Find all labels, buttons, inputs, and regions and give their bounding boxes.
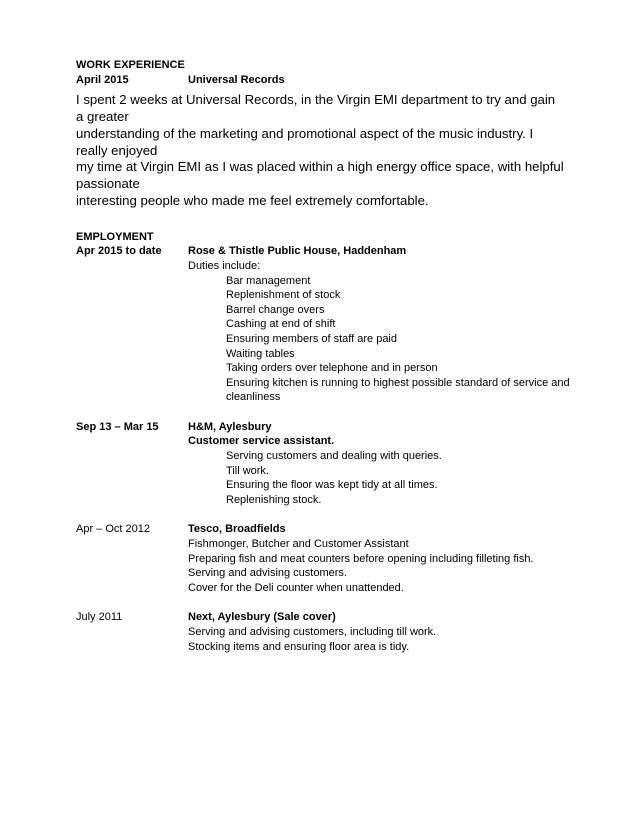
duty-line: Preparing fish and meat counters before opening including filleting fish. (188, 552, 534, 565)
duty-item: cleanliness (226, 391, 281, 404)
work-experience-date: April 2015 (76, 73, 129, 86)
employer-title: Next, Aylesbury (Sale cover) (188, 611, 336, 624)
duties-list (188, 274, 576, 405)
work-experience-company: Universal Records (188, 73, 285, 86)
paragraph-line: understanding of the marketing and promotional aspect of the music industry. I really enjoyed (76, 125, 534, 158)
paragraph-line: interesting people who made me feel extremely comfortable. (76, 192, 429, 208)
employer-subtitle: Customer service assistant. (188, 435, 335, 448)
duty-item: Ensuring kitchen is running to highest possible standard of service and (226, 376, 570, 389)
employer-title: Rose & Thistle Public House, Haddenham (188, 245, 407, 258)
duty-line: Stocking items and ensuring floor area is tidy. (188, 640, 410, 653)
duty-item: Bar management (226, 274, 311, 287)
duty-item: Taking orders over telephone and in person (226, 362, 438, 375)
employer-title: Tesco, Broadfields (188, 523, 286, 536)
duty-item: Till work. (226, 464, 269, 477)
cv-page (76, 58, 576, 654)
duties-list (188, 449, 576, 507)
employment-entry (76, 522, 576, 595)
duty-item: Ensuring members of staff are paid (226, 332, 397, 345)
duty-item: Serving customers and dealing with queries. (226, 450, 442, 463)
employment-entry (76, 610, 576, 654)
employment-date: Sep 13 – Mar 15 (76, 420, 159, 433)
duty-line: Fishmonger, Butcher and Customer Assistant (188, 538, 409, 551)
duty-item: Cashing at end of shift (226, 318, 336, 331)
duty-line: Cover for the Deli counter when unattended. (188, 581, 404, 594)
employer-title: H&M, Aylesbury (188, 420, 272, 433)
duty-item: Ensuring the floor was kept tidy at all times. (226, 479, 438, 492)
employer-subtitle: Duties include: (188, 259, 261, 272)
paragraph-line: my time at Virgin EMI as I was placed within a high energy office space, with helpful passionate (76, 159, 564, 192)
employment-date: Apr 2015 to date (76, 245, 162, 258)
work-experience-paragraph (76, 92, 566, 210)
duty-item: Barrel change overs (226, 303, 325, 316)
employment-heading: EMPLOYMENT (76, 230, 154, 243)
work-experience-heading: WORK EXPERIENCE (76, 59, 185, 71)
duty-line: Serving and advising customers. (188, 567, 347, 580)
duty-item: Waiting tables (226, 347, 295, 360)
employment-date: Apr – Oct 2012 (76, 523, 150, 536)
work-experience-row (76, 73, 576, 88)
employment-date: July 2011 (76, 611, 123, 624)
duty-item: Replenishment of stock (226, 289, 341, 302)
employment-entry (76, 420, 576, 508)
employment-entry (76, 244, 576, 405)
paragraph-line: I spent 2 weeks at Universal Records, in the Virgin EMI department to try and gain a greater (76, 92, 556, 124)
duty-item: Replenishing stock. (226, 493, 322, 506)
duty-line: Serving and advising customers, including till work. (188, 626, 437, 639)
